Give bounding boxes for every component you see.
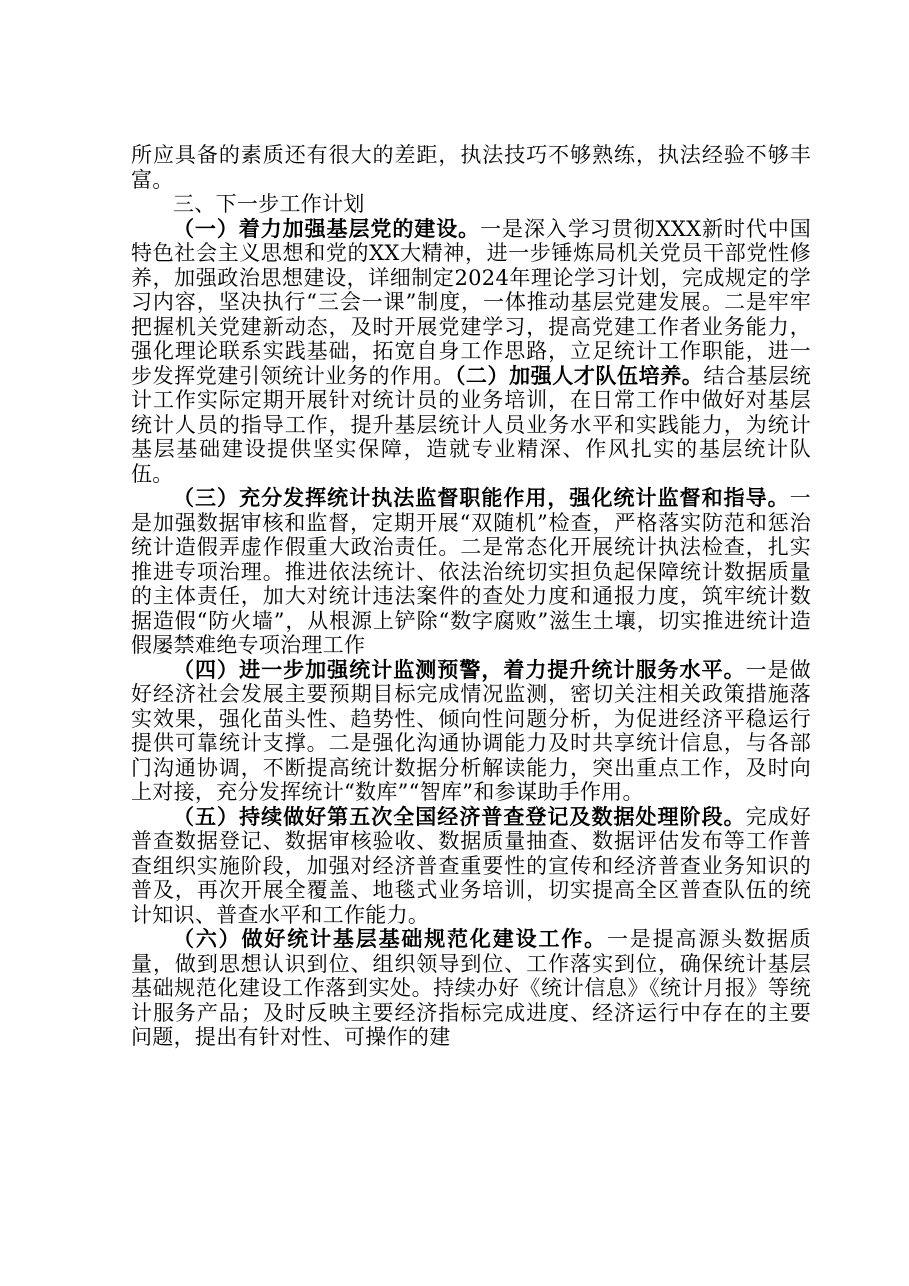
paragraph-4-body: 一是做好经济社会发展主要预期目标完成情况监测，密切关注相关政策措施落实效果，强化苗头性、趋势性、倾向性问题分析，为促进经济平稳运行提供可靠统计支撑。二是强化沟通协调能力及时共享统计信息，与各部门沟通协调，不断提高统计数据分析解读能力，突出重点工作，及时向上对接，充分发挥统计“数库”“智库”和参谋助手作用。: [131, 657, 811, 804]
paragraph-3-body: 一是加强数据审核和监督，定期开展“双随机”检查，严格落实防范和惩治统计造假弄虚作假重大政治责任。二是常态化开展统计执法检查，扎实推进专项治理。推进依法统计、依法治统切实担负起保障统计数据质量的主体责任，加大对统计违法案件的查处力度和通报力度，筑牢统计数据造假“防火墙”，从根源上铲除“数字腐败”滋生土壤，切实推进统计造假屡禁难绝专项治理工作: [131, 486, 811, 657]
paragraph-6-heading: （六）做好统计基层基础规范化建设工作。: [173, 926, 607, 951]
paragraph-6-body: 一是提高源头数据质量，做到思想认识到位、组织领导到位、工作落实到位，确保统计基层基础规范化建设工作落到实处。持续办好《统计信息》《统计月报》等统计服务产品；及时反映主要经济指标完成进度、经济运行中存在的主要问题，提出有针对性、可操作的建: [131, 927, 811, 1049]
paragraph-2-body: 结合基层统计工作实际定期开展针对统计员的业务培训，在日常工作中做好对基层统计人员的指导工作，提升基层统计人员业务水平和实践能力，为统计基层基础建设提供坚实保障，造就专业精深、作风扎实的基层统计队伍。: [131, 363, 812, 486]
paragraph-4-heading: （四）进一步加强统计监测预警，着力提升统计服务水平。: [173, 656, 746, 682]
paragraph-4: [131, 658, 811, 805]
paragraph-5-heading: （五）持续做好第五次全国经济普查登记及数据处理阶段。: [173, 803, 746, 829]
section-heading: 三、下一步工作计划: [173, 192, 365, 216]
paragraph-5-body: 完成好普查数据登记、数据审核验收、数据质量抽查、数据评估发布等工作普查组织实施阶段，加强对经济普查重要性的宣传和经济普查业务知识的普及，再次开展全覆盖、地毯式业务培训，切实提高全区普查队伍的统计知识、普查水平和工作能力。: [131, 804, 811, 927]
paragraph-3: [131, 486, 811, 658]
paragraph-6: [131, 927, 811, 1050]
paragraph-1: [131, 217, 811, 487]
paragraph-1-body: 一是深入学习贯彻XXX新时代中国特色社会主义思想和党的XX大精神，进一步锤炼局机关党员干部党性修养，加强政治思想建设，详细制定2024年理论学习计划，完成规定的学习内容，坚决执行“三会一课”制度，一体推动基层党建发展。二是牢牢把握机关党建新动态，及时开展党建学习，提高党建工作者业务能力，强化理论联系实践基础，拓宽自身工作思路，立足统计工作职能，进一步发挥党建引领统计业务的作用。: [131, 216, 811, 388]
paragraph-5: [131, 805, 811, 928]
paragraph-2-heading: （二）加强人才队伍培养。: [454, 362, 704, 388]
paragraph-1-heading: （一）着力加强基层党的建设。: [173, 215, 481, 241]
paragraph-continuation: 所应具备的素质还有很大的差距，执法技巧不够熟练，执法经验不够丰富。: [131, 143, 811, 192]
document-body: [131, 143, 811, 1050]
paragraph-3-heading: （三）充分发挥统计执法监督职能作用，强化统计监督和指导。: [173, 485, 790, 510]
